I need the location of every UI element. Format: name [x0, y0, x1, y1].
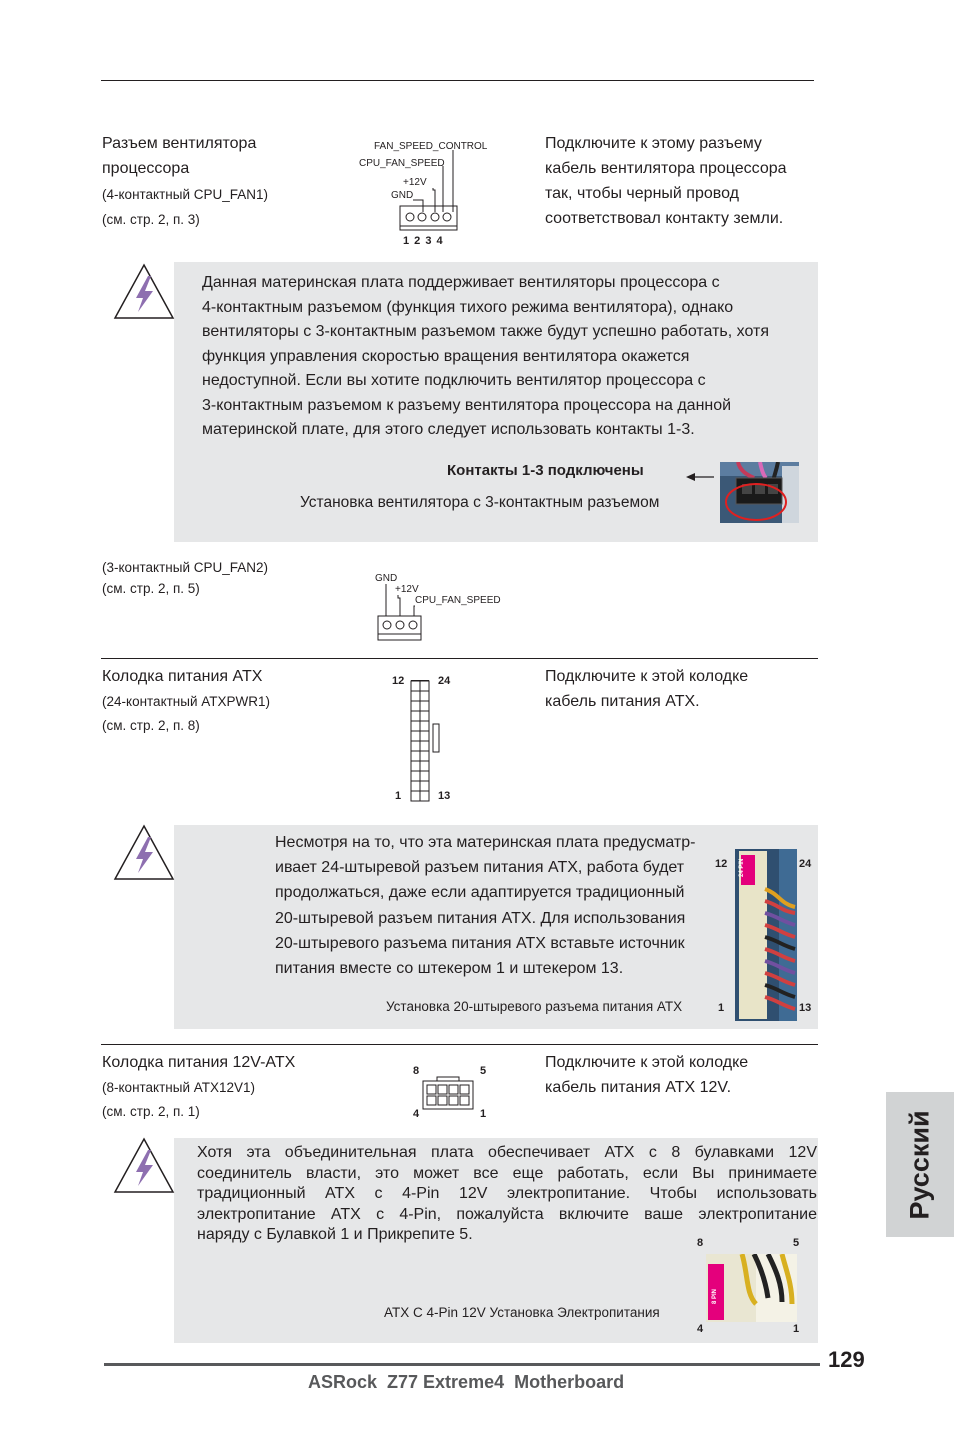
atx24-pin-cell	[411, 731, 420, 741]
cpu-fan2-ref: (см. стр. 2, п. 5)	[102, 581, 200, 596]
atx24-pin-cell	[420, 701, 429, 711]
footer-rule	[104, 1363, 820, 1366]
atx24-pin-cell	[411, 741, 420, 751]
atx12v-photo-pin-8: 8	[697, 1237, 704, 1249]
cpu-fan1-title: Разъем вентилятора процессора	[102, 135, 257, 177]
atx24-pin-cell	[411, 711, 420, 721]
atx-subtitle: (24-контактный ATXPWR1)	[102, 694, 271, 709]
cpu-fan1-diagram: FAN_SPEED_CONTROL CPU_FAN_SPEED +12V GND 1 2 3 4	[355, 138, 505, 250]
cpu-fan1-description: Подключите к этому разъему кабель вентилятора процессора так, чтобы черный провод соответствовал контакту земли.	[545, 135, 787, 227]
fan-install-caption: Установка вентилятора с 3-контактным разъемом	[300, 494, 660, 511]
atx24-pin-cell	[420, 771, 429, 781]
atx24-pin-cell	[420, 781, 429, 791]
atx8-photo	[706, 1254, 797, 1322]
footer-product: ASRock Z77 Extreme4 Motherboard	[308, 1372, 625, 1392]
atx24-pin-cell	[420, 731, 429, 741]
atx24-pin-cell	[420, 741, 429, 751]
atx24-pin-cell	[411, 781, 420, 791]
atx24-pin-cell	[420, 691, 429, 701]
atx24-pin-cell	[411, 721, 420, 731]
atx24-pin-cell	[411, 771, 420, 781]
atx-pin-1: 1	[395, 790, 402, 802]
atx12v-subtitle: (8-контактный ATX12V1)	[102, 1080, 256, 1095]
atx12v-pin-4: 4	[413, 1108, 420, 1120]
cpu-fan1-subtitle: (4-контактный CPU_FAN1)	[102, 187, 269, 202]
atx-pin-12: 12	[392, 675, 405, 687]
note2-text: Несмотря на то, что эта материнская плата предусматр- ивает 24-штыревой разъем питания ATX, работа будет продолжаться, даже если адаптируется традиционный 20-штыревой разъем питания ATX. Для использования 20-штыревого разъема питания ATX вставьте источник питания вместе со штекером 1 и штекером 13.	[275, 834, 696, 978]
atx24-photo	[735, 849, 797, 1021]
page-number: 129	[828, 1347, 865, 1372]
atx12v-pin-8: 8	[413, 1065, 420, 1077]
atx-pin-13: 13	[438, 790, 451, 802]
cpu-fan2-subtitle: (3-контактный CPU_FAN2)	[102, 560, 269, 575]
atx-ref: (см. стр. 2, п. 8)	[102, 718, 200, 733]
atx24-pin-cell	[411, 751, 420, 761]
atx12v-pin-1: 1	[480, 1108, 487, 1120]
atx24-photo-label: 24 PIN	[739, 858, 745, 877]
language-tab	[886, 1092, 954, 1237]
atx-photo-pin-12: 12	[715, 858, 728, 870]
atx-description: Подключите к этой колодке кабель питания ATX.	[545, 668, 749, 710]
arrow-left-icon	[686, 470, 716, 484]
three-pin-connector-icon	[370, 570, 510, 645]
atx8-connector-icon	[420, 1076, 476, 1112]
atx24-connector-icon	[408, 680, 442, 802]
atx24-pin-cell	[411, 791, 420, 801]
warning-icon	[112, 262, 176, 322]
atx12v-install-caption: ATX С 4-Pin 12V Установка Электропитания	[384, 1305, 660, 1320]
atx24-pin-cell	[411, 691, 420, 701]
fan-connector-photo	[720, 462, 799, 523]
atx-photo-pin-1: 1	[718, 1002, 725, 1014]
language-tab-label: Русский	[904, 1109, 935, 1220]
atx24-pin-cell	[420, 721, 429, 731]
atx12v-pin-5: 5	[480, 1065, 487, 1077]
warning-icon	[112, 823, 176, 883]
cpu-fan2-diagram: GND +12V CPU_FAN_SPEED	[370, 570, 510, 645]
atx24-pin-cell	[420, 681, 429, 691]
atx12v-photo-pin-4: 4	[697, 1323, 704, 1335]
section-rule	[101, 658, 818, 659]
atx8-photo-label: 8 PIN	[712, 1288, 718, 1304]
contacts-connected-label: Контакты 1-3 подключены	[447, 462, 644, 479]
note3-text: Хотя эта объединительная плата обеспечивает ATX с 8 булавками 12V соединитель власти, это может все еще работать, если Вы принимаете традиционный ATX с 4-Pin 12V электропитание. Чтобы использовать электропитание ATX с 4-Pin, пожалуйста включите ваше электропитание наряду с Булавкой 1 и Прикрепите 5.	[197, 1144, 817, 1243]
atx24-pin-cell	[420, 791, 429, 801]
atx12v-photo-pin-1: 1	[793, 1323, 800, 1335]
atx24-pin-cell	[420, 751, 429, 761]
atx24-pin-cell	[420, 761, 429, 771]
top-rule	[101, 80, 814, 81]
atx24-pin-cell	[420, 711, 429, 721]
atx12v-title: Колодка питания 12V-ATX	[102, 1054, 296, 1071]
atx-pin-24: 24	[438, 675, 451, 687]
atx-title: Колодка питания ATX	[102, 668, 263, 685]
section-rule	[101, 1044, 818, 1045]
atx12v-photo-pin-5: 5	[793, 1237, 800, 1249]
warning-icon	[112, 1136, 176, 1196]
note1-text: Данная материнская плата поддерживает вентиляторы процессора с 4-контактным разъемом (функция тихого режима вентилятора), однако вентиляторы с 3-контактным разъемом также будут успешно работать, хотя функция управления скоростью вращения вентилятора окажется недоступной. Если вы хотите подключить вентилятор процессора с 3-контактным разъемом к разъему вентилятора процессора на данной материнской плате, для этого следует использовать контакты 1-3.	[202, 274, 769, 438]
atx20-install-caption: Установка 20-штыревого разъема питания ATX	[386, 999, 683, 1014]
atx12v-description: Подключите к этой колодке кабель питания ATX 12V.	[545, 1054, 749, 1096]
atx-photo-pin-13: 13	[799, 1002, 812, 1014]
atx24-pin-cell	[411, 761, 420, 771]
atx12v-ref: (см. стр. 2, п. 1)	[102, 1104, 200, 1119]
atx24-pin-cell	[411, 701, 420, 711]
four-pin-connector-icon	[355, 138, 505, 250]
atx24-pin-cell	[411, 681, 420, 691]
cpu-fan1-ref: (см. стр. 2, п. 3)	[102, 212, 200, 227]
atx-photo-pin-24: 24	[799, 858, 812, 870]
